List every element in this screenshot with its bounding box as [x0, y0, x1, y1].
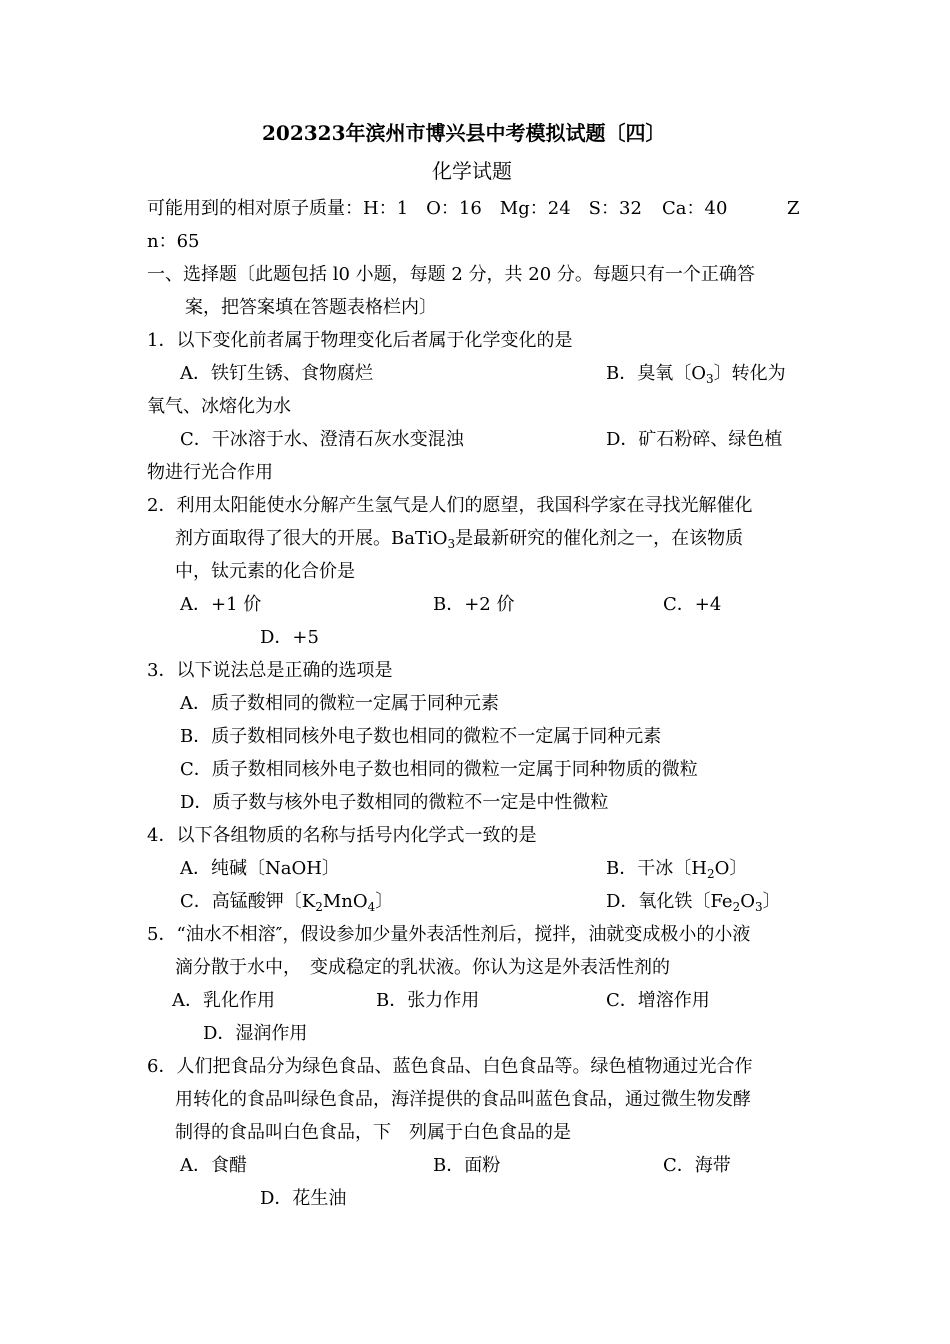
q2-stem-line3: 中，钛元素的化合价是	[175, 561, 355, 582]
q4-option-c-mid: MnO	[322, 891, 368, 912]
q6-option-b: B．面粉	[433, 1155, 501, 1176]
q4-option-d-end: 〕	[762, 891, 781, 912]
q1-option-b-post: 〕转化为	[713, 363, 786, 384]
q2-formula-sub: 3	[447, 537, 456, 551]
q3-option-c: C．质子数相同核外电子数也相同的微粒一定属于同种物质的微粒	[180, 759, 698, 780]
q4-option-b-post: O〕	[714, 858, 748, 879]
q5-option-b: B．张力作用	[376, 990, 480, 1011]
q6-stem-line2: 用转化的食品叫绿色食品，海洋提供的食品叫蓝色食品，通过微生物发酵	[175, 1089, 751, 1110]
q4-option-c-end: 〕	[375, 891, 394, 912]
atomic-mass-zn-end: n：65	[147, 231, 200, 252]
q3-option-d: D．质子数与核外电子数相同的微粒不一定是中性微粒	[180, 792, 609, 813]
q3-stem: 3．以下说法总是正确的选项是	[147, 660, 393, 681]
q2-stem-line2	[175, 528, 743, 550]
q3-option-a: A．质子数相同的微粒一定属于同种元素	[180, 693, 499, 714]
q2-option-a: A．+1 价	[180, 594, 262, 615]
q5-option-a: A．乳化作用	[172, 990, 275, 1011]
q4-option-c-sub: 2	[315, 900, 323, 914]
q4-option-d-text: D．氧化铁〔Fe	[606, 891, 733, 912]
q4-option-c-text: C．高锰酸钾〔K	[180, 891, 316, 912]
atomic-masses-line: 可能用到的相对原子质量：H：1 O：16 Mg：24 S：32	[147, 198, 642, 219]
q5-stem-line2: 滴分散于水中， 变成稳定的乳状液。你认为这是外表活性剂的	[175, 957, 670, 978]
q4-stem: 4．以下各组物质的名称与括号内化学式一致的是	[147, 825, 537, 846]
q5-stem-line1: 5．“油水不相溶″，假设参加少量外表活性剂后，搅拌，油就变成极小的小液	[147, 924, 751, 945]
q6-stem-line3: 制得的食品叫白色食品，下 列属于白色食品的是	[175, 1122, 571, 1143]
q4-option-d-sub: 2	[732, 900, 741, 914]
q2-option-d: D．+5	[260, 627, 319, 648]
q1-option-b-text: B．臭氧〔O	[606, 363, 706, 384]
q2-option-c: C．+4	[663, 594, 722, 615]
q6-stem-line1: 6．人们把食品分为绿色食品、蓝色食品、白色食品等。绿色植物通过光合作	[147, 1056, 753, 1077]
q1-option-c: C．干冰溶于水、澄清石灰水变混浊	[180, 429, 464, 450]
q4-option-c	[180, 891, 393, 913]
q4-option-b-sub: 2	[706, 867, 715, 881]
atomic-mass-ca: Ca：40	[662, 198, 728, 219]
q6-option-c: C．海带	[663, 1155, 731, 1176]
q2-stem-line1: 2．利用太阳能使水分解产生氢气是人们的愿望，我国科学家在寻找光解催化	[147, 495, 753, 516]
exam-title: 202323年滨州市博兴县中考模拟试题〔四〕	[262, 121, 666, 145]
q4-option-d-mid: O	[740, 891, 755, 912]
q4-option-d	[606, 891, 781, 913]
q1-option-b-cont: 氧气、冰熔化为水	[147, 396, 291, 417]
q2-stem-line2-text: 剂方面取得了很大的开展。BaTiO	[175, 528, 448, 549]
q1-option-d-cont: 物进行光合作用	[147, 462, 273, 483]
q4-option-b	[606, 858, 747, 880]
q4-option-d-sub2: 3	[755, 900, 763, 914]
q6-option-d: D．花生油	[260, 1188, 347, 1209]
q3-option-b: B．质子数相同核外电子数也相同的微粒不一定属于同种元素	[180, 726, 662, 747]
q1-option-b	[606, 363, 786, 385]
q1-option-d: D．矿石粉碎、绿色植	[606, 429, 783, 450]
q1-stem: 1．以下变化前者属于物理变化后者属于化学变化的是	[147, 330, 573, 351]
section-heading: 一、选择题〔此题包括 l0 小题，每题 2 分，共 20 分。每题只有一个正确答	[147, 264, 755, 285]
q4-option-b-text: B．干冰〔H	[606, 858, 707, 879]
q5-option-c: C．增溶作用	[606, 990, 710, 1011]
section-heading-cont: 案，把答案填在答题表格栏内〕	[185, 297, 437, 318]
q6-option-a: A．食醋	[180, 1155, 247, 1176]
q2-stem-line2-post: 是最新研究的催化剂之一，在该物质	[455, 528, 744, 549]
q4-option-c-sub2: 4	[367, 900, 376, 914]
atomic-mass-zn-start: Z	[787, 198, 800, 219]
q4-option-a: A．纯碱〔NaOH〕	[180, 858, 340, 879]
q2-option-b: B．+2 价	[433, 594, 515, 615]
q1-option-a: A．铁钉生锈、食物腐烂	[180, 363, 373, 384]
q1-option-b-sub: 3	[705, 372, 714, 386]
exam-subtitle: 化学试题	[432, 159, 512, 183]
q5-option-d: D．湿润作用	[203, 1023, 308, 1044]
